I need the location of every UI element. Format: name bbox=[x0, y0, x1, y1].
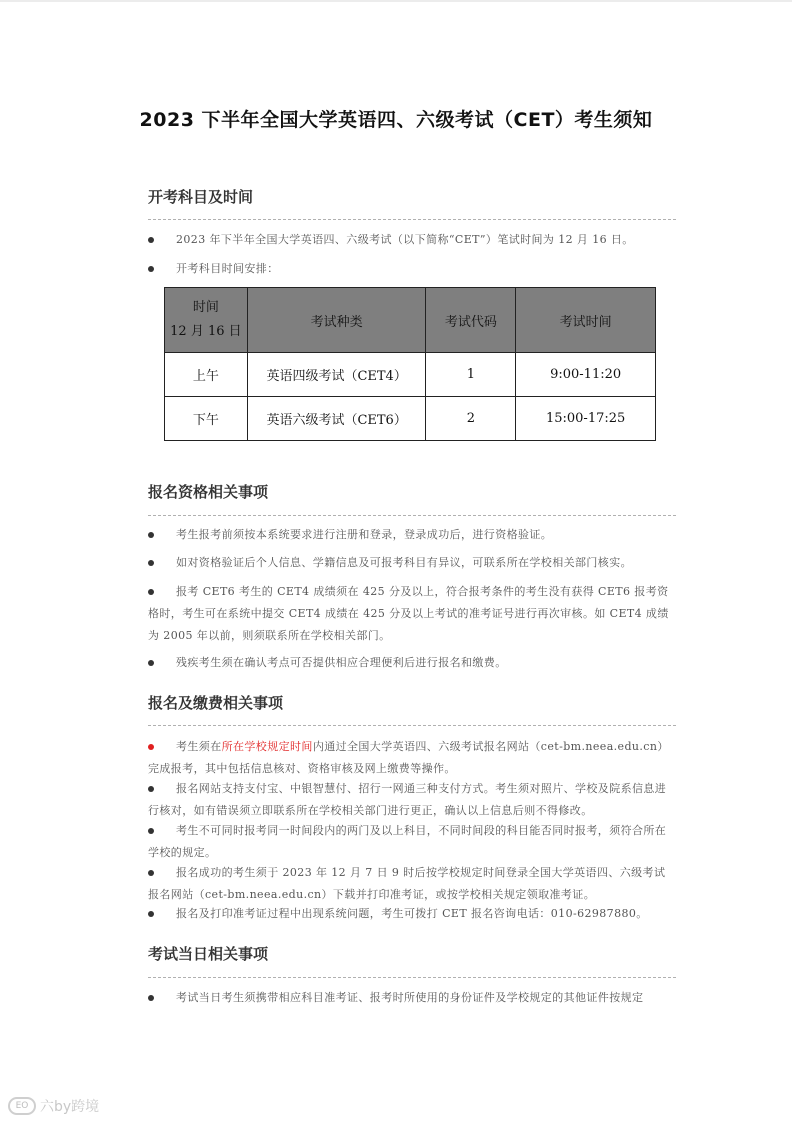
exam-schedule-table bbox=[164, 287, 656, 441]
list-item: 残疾考生须在确认考点可否提供相应合理便利后进行报名和缴费。 bbox=[148, 652, 676, 674]
section-divider bbox=[148, 725, 676, 726]
bullet-icon bbox=[148, 560, 154, 566]
list-item: 报名成功的考生须于 2023 年 12 月 7 日 9 时后按学校规定时间登录全国大学英语四、六级考试报名网站（cet-bm.neea.edu.cn）下载并打印准考证，或按学校相关规定领取准考证。 bbox=[148, 866, 666, 901]
list-item: 考生不可同时报考同一时间段内的两门及以上科目，不同时间段的科目能否同时报考，须符合所在学校的规定。 bbox=[148, 824, 667, 859]
list-item: 报名网站支持支付宝、中银智慧付、招行一网通三种支付方式。考生须对照片、学校及院系信息进行核对，如有错误须立即联系所在学校相关部门进行更正，确认以上信息后则不得修改。 bbox=[148, 782, 667, 817]
cell-type: 英语六级考试（CET6） bbox=[247, 397, 426, 441]
list-item: 2023 年下半年全国大学英语四、六级考试（以下简称“CET”）笔试时间为 12 月 16 日。 bbox=[148, 229, 676, 251]
list-item: 开考科目时间安排： bbox=[148, 258, 676, 280]
cell-code: 1 bbox=[426, 353, 516, 397]
bullet-icon bbox=[148, 237, 154, 243]
bullet-icon bbox=[148, 870, 154, 876]
header-exam-code: 考试代码 bbox=[426, 288, 516, 353]
list-item: 考试当日考生须携带相应科目准考证、报考时所使用的身份证件及学校规定的其他证件按规定 bbox=[148, 987, 676, 1009]
section-heading: 报名资格相关事项 bbox=[148, 483, 269, 501]
section-divider bbox=[148, 219, 676, 220]
list-item: 考生报考前须按本系统要求进行注册和登录，登录成功后，进行资格验证。 bbox=[148, 524, 676, 546]
list-item: 如对资格验证后个人信息、学籍信息及可报考科目有异议，可联系所在学校相关部门核实。 bbox=[148, 552, 676, 574]
cell-time: 下午 bbox=[165, 397, 248, 441]
cell-type: 英语四级考试（CET4） bbox=[247, 353, 426, 397]
header-time: 时间 12 月 16 日 bbox=[165, 288, 248, 353]
section-heading: 开考科目及时间 bbox=[148, 188, 254, 206]
section-registration-payment bbox=[148, 692, 676, 920]
bullet-icon bbox=[148, 589, 154, 595]
header-exam-type: 考试种类 bbox=[247, 288, 426, 353]
bullet-icon bbox=[148, 660, 154, 666]
watermark-text: 六by跨境 bbox=[40, 1099, 100, 1115]
table-row bbox=[165, 353, 656, 397]
section-eligibility bbox=[148, 481, 676, 669]
section-exam-day bbox=[148, 943, 676, 1004]
bullet-icon bbox=[148, 911, 154, 917]
table-row bbox=[165, 397, 656, 441]
section-heading: 报名及缴费相关事项 bbox=[148, 694, 284, 712]
highlighted-text: 所在学校规定时间 bbox=[221, 740, 313, 753]
watermark bbox=[8, 1095, 99, 1117]
list-item: 报考 CET6 考生的 CET4 成绩须在 425 分及以上，符合报考条件的考生没有获得 CET6 报考资格时，考生可在系统中提交 CET4 成绩在 425 分及以上考试的准考证号进行再次审核。如 CET4 成绩为 2005 年以前，则须联系所在学校相关部门。 bbox=[148, 585, 669, 642]
section-exam-subjects bbox=[148, 186, 676, 275]
cell-hours: 9:00-11:20 bbox=[516, 353, 656, 397]
section-divider bbox=[148, 515, 676, 516]
bullet-icon bbox=[148, 995, 154, 1001]
section-divider bbox=[148, 977, 676, 978]
top-border bbox=[0, 0, 792, 2]
table-header-row bbox=[165, 288, 656, 353]
cell-time: 上午 bbox=[165, 353, 248, 397]
page-title: 2023 下半年全国大学英语四、六级考试（CET）考生须知 bbox=[139, 109, 653, 131]
bullet-icon bbox=[148, 532, 154, 538]
watermark-logo-icon: EO bbox=[8, 1097, 36, 1115]
bullet-icon bbox=[148, 744, 154, 750]
list-item: 报名及打印准考证过程中出现系统问题，考生可拨打 CET 报名咨询电话：010-62987880。 bbox=[148, 903, 676, 925]
bullet-icon bbox=[148, 828, 154, 834]
section-heading: 考试当日相关事项 bbox=[148, 945, 269, 963]
bullet-icon bbox=[148, 266, 154, 272]
cell-code: 2 bbox=[426, 397, 516, 441]
cell-hours: 15:00-17:25 bbox=[516, 397, 656, 441]
list-item: 考生须在所在学校规定时间内通过全国大学英语四、六级考试报名网站（cet-bm.neea.edu.cn）完成报考，其中包括信息核对、资格审核及网上缴费等操作。 bbox=[148, 740, 669, 775]
bullet-icon bbox=[148, 786, 154, 792]
header-exam-hours: 考试时间 bbox=[516, 288, 656, 353]
